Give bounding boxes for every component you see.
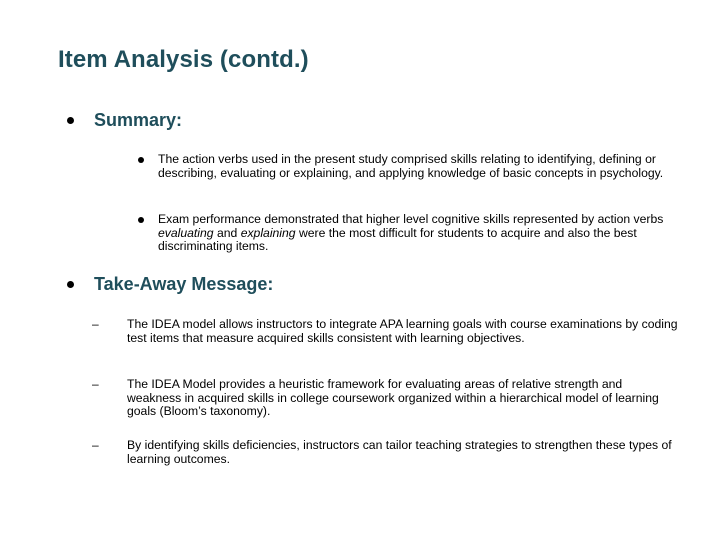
takeaway-item-dash: – xyxy=(92,377,99,391)
takeaway-item-3: By identifying skills deficiencies, instructors can tailor teaching strategies to strengthen these types of learning outcomes. xyxy=(127,438,672,466)
takeaway-item-2: The IDEA Model provides a heuristic framework for evaluating areas of relative strength and weakness in acquired skills in college coursework organized within a hierarchical model of learning goals (Bloom’s taxonomy). xyxy=(127,377,659,419)
summary-item-2-text-end: were the most difficult for students to acquire and also the best discriminating items. xyxy=(158,225,637,254)
summary-item-bullet xyxy=(138,157,144,163)
summary-item-1: The action verbs used in the present study comprised skills relating to identifying, defining or describing, evaluating or explaining, and applying knowledge of basic concepts in psychology. xyxy=(158,152,664,180)
takeaway-heading: Take-Away Message: xyxy=(94,274,274,294)
summary-heading: Summary: xyxy=(94,110,183,130)
summary-bullet xyxy=(67,117,74,124)
takeaway-item-1: The IDEA model allows instructors to integrate APA learning goals with course examinations by coding test items that measure acquired skills consistent with learning objectives. xyxy=(127,317,678,345)
summary-item-2-text-start: Exam performance demonstrated that higher level cognitive skills represented by action verbs xyxy=(158,212,664,226)
takeaway-item-dash: – xyxy=(92,438,99,452)
slide-title: Item Analysis (contd.) xyxy=(58,46,309,73)
summary-item-bullet xyxy=(138,217,144,223)
summary-item-2 xyxy=(158,213,688,254)
takeaway-bullet xyxy=(67,281,74,288)
summary-item-2-emphasis-explaining: explaining xyxy=(240,225,296,240)
takeaway-item-dash: – xyxy=(92,317,99,331)
summary-item-2-text-mid: and xyxy=(213,225,241,240)
summary-item-2-emphasis-evaluating: evaluating xyxy=(158,225,214,240)
